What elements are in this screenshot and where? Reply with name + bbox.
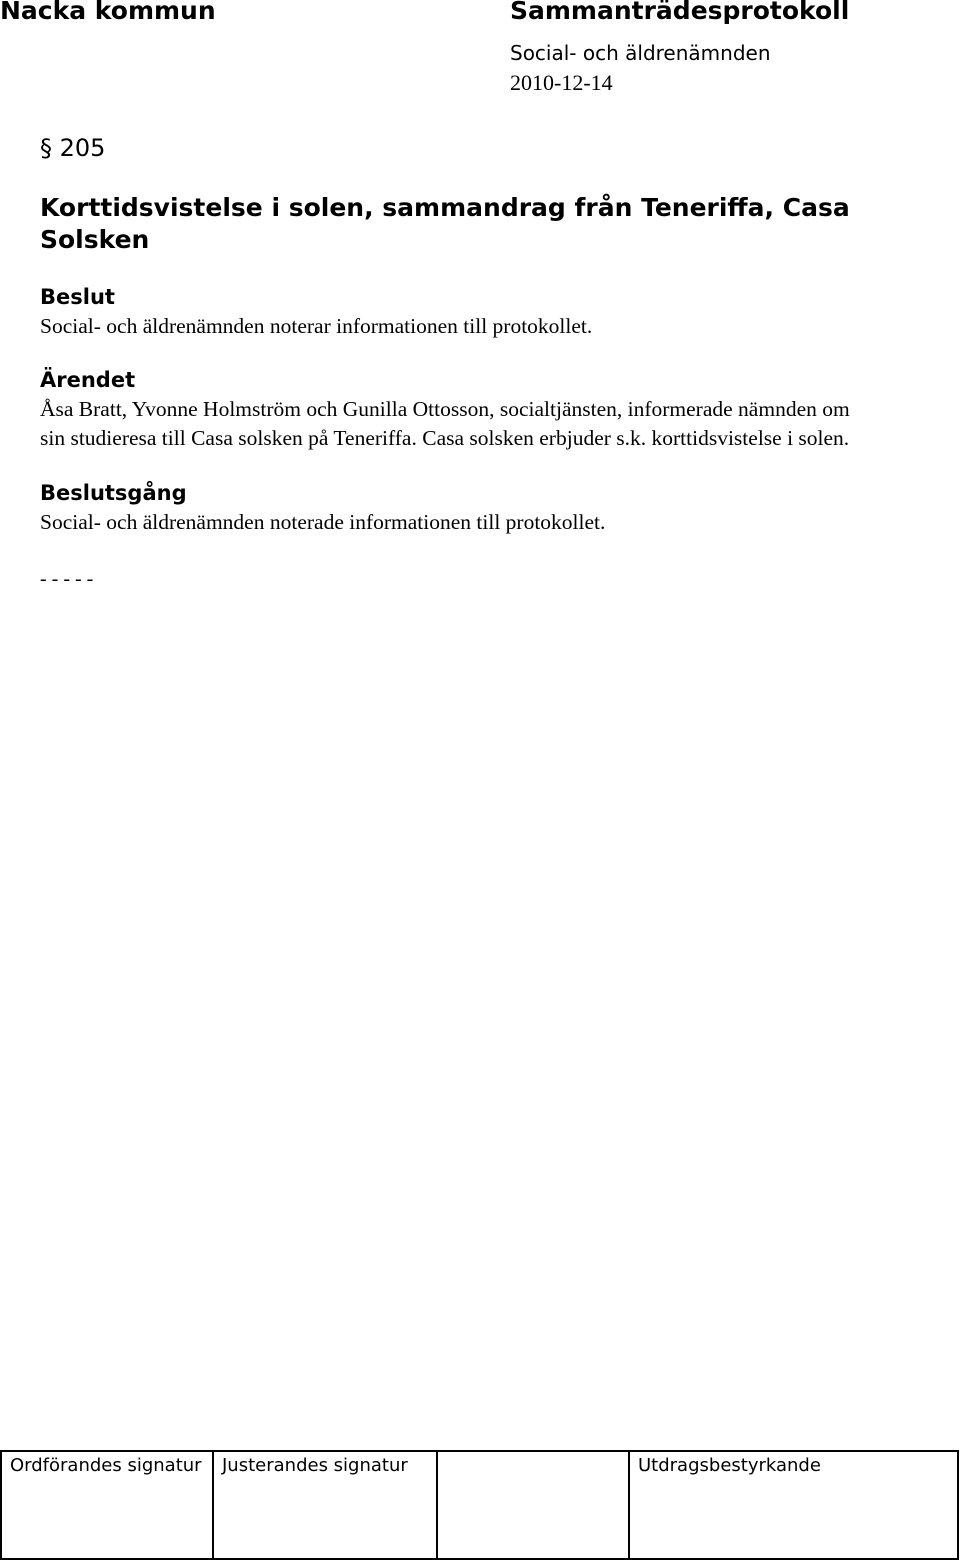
- blank-signature-cell: [437, 1451, 629, 1559]
- chair-signature-label: Ordförandes signatur: [10, 1455, 202, 1476]
- beslut-text: Social- och äldrenämnden noterar informationen till protokollet.: [40, 314, 593, 338]
- signature-table: [0, 1450, 959, 1560]
- beslut-heading: Beslut: [40, 285, 115, 309]
- chair-signature-cell: [1, 1451, 213, 1559]
- extract-certification-cell: [629, 1451, 958, 1559]
- section-number: § 205: [40, 134, 106, 162]
- adjuster-signature-label: Justerandes signatur: [222, 1455, 408, 1476]
- arendet-line-2: sin studieresa till Casa solsken på Teneriffa. Casa solsken erbjuder s.k. korttidsvistelse i solen.: [40, 426, 850, 450]
- organization-name: Nacka kommun: [0, 0, 216, 25]
- meeting-date: 2010-12-14: [510, 70, 613, 95]
- extract-certification-label: Utdragsbestyrkande: [638, 1455, 821, 1476]
- document-type: Sammanträdesprotokoll: [510, 0, 850, 25]
- arendet-line-1: Åsa Bratt, Yvonne Holmström och Gunilla Ottosson, socialtjänsten, informerade nämnden om: [40, 397, 850, 421]
- adjuster-signature-cell: [213, 1451, 437, 1559]
- beslutsgang-heading: Beslutsgång: [40, 481, 187, 505]
- committee-name: Social- och äldrenämnden: [510, 41, 771, 65]
- beslutsgang-text: Social- och äldrenämnden noterade informationen till protokollet.: [40, 510, 606, 534]
- section-separator: - - - - -: [40, 568, 94, 590]
- item-title: Korttidsvistelse i solen, sammandrag från Teneriffa, Casa Solsken: [40, 193, 850, 254]
- arendet-heading: Ärendet: [40, 368, 136, 392]
